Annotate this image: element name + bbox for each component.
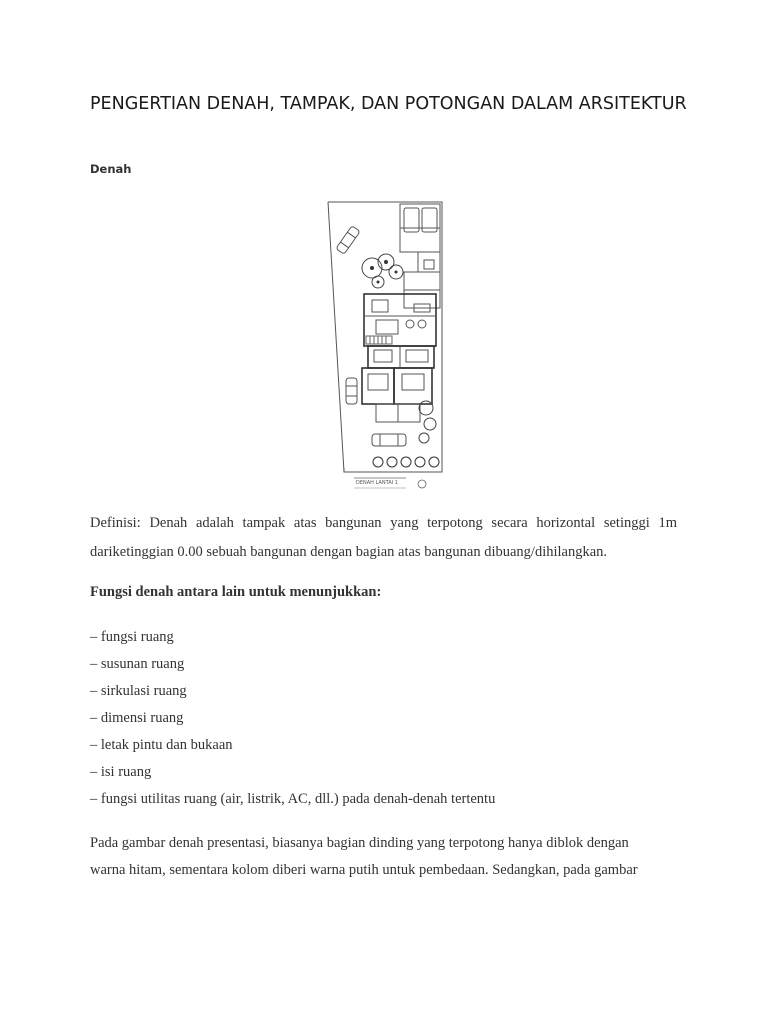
functions-heading: Fungsi denah antara lain untuk menunjukkan: bbox=[90, 584, 382, 600]
list-item: – sirkulasi ruang bbox=[90, 683, 187, 699]
list-item: – fungsi utilitas ruang (air, listrik, AC, dll.) pada denah-denah tertentu bbox=[90, 791, 496, 807]
closing-paragraph-line-2: warna hitam, sementara kolom diberi warna putih untuk pembedaan. Sedangkan, pada gambar bbox=[90, 862, 638, 878]
list-item: – fungsi ruang bbox=[90, 629, 174, 645]
closing-paragraph-line-1: Pada gambar denah presentasi, biasanya bagian dinding yang terpotong hanya diblok dengan bbox=[90, 835, 629, 851]
floor-plan-drawing bbox=[326, 198, 444, 498]
list-item: – susunan ruang bbox=[90, 656, 185, 672]
list-item: – dimensi ruang bbox=[90, 710, 184, 726]
definition-paragraph: Definisi: Denah adalah tampak atas bangunan yang terpotong secara horizontal setinggi 1m dariketinggian 0.00 sebuah bangunan dengan bagian atas bangunan dibuang/dihilangkan. bbox=[90, 515, 677, 560]
floor-plan-figure bbox=[326, 198, 444, 498]
floor-plan-caption: DENAH LANTAI 1 bbox=[356, 480, 398, 486]
page-title: PENGERTIAN DENAH, TAMPAK, DAN POTONGAN DALAM ARSITEKTUR bbox=[90, 94, 687, 114]
list-item: – letak pintu dan bukaan bbox=[90, 737, 233, 753]
functions-list bbox=[90, 624, 495, 813]
list-item: – isi ruang bbox=[90, 764, 152, 780]
section-heading-denah: Denah bbox=[90, 162, 132, 176]
